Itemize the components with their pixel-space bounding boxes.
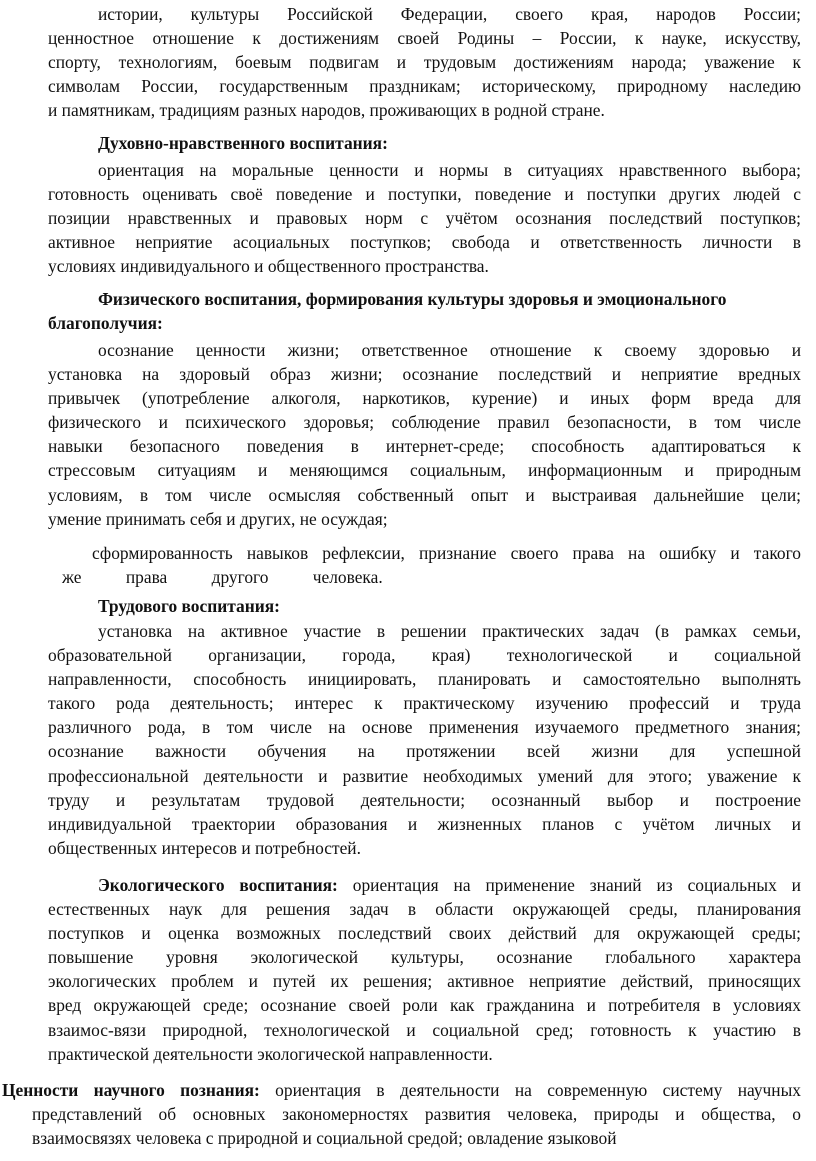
heading-physical-education xyxy=(48,287,816,335)
text-line: условиях индивидуального и общественного пространства. xyxy=(48,256,489,277)
section-heading: Физического воспитания, формирования культуры здоровья и эмоционального xyxy=(98,289,727,309)
text-line: истории, культуры Российской Федерации, своего края, народов России; xyxy=(98,4,801,24)
text-line: ценностное отношение к достижениям своей Родины – России, к науке, искусству, xyxy=(48,28,801,49)
text-line: же права другого человека. xyxy=(62,567,383,588)
paragraph-ecological-education xyxy=(48,873,801,1066)
text-line: умение принимать себя и других, не осуждая; xyxy=(48,508,388,529)
text-line: взаимосвязях человека с природной и социальной средой; овладение языковой xyxy=(32,1128,617,1149)
text-line: вред окружающей среде; осознание своей роли как гражданина и потребителя в условиях xyxy=(48,995,801,1016)
paragraph-scientific-knowledge xyxy=(2,1078,801,1150)
text-line: осознание важности обучения на протяжении всей жизни для успешной xyxy=(48,741,801,762)
text-line: стрессовым ситуациям и меняющимся социальным, информационным и природным xyxy=(48,460,801,481)
text-line: различного рода, в том числе на основе применения изучаемого предметного знания; xyxy=(48,717,801,738)
text-line: ориентация на моральные ценности и нормы в ситуациях нравственного выбора; xyxy=(98,160,801,180)
text-line: установка на активное участие в решении практических задач (в рамках семьи, xyxy=(98,621,801,641)
text-line: такого рода деятельность; интерес к практическому изучению профессий и труда xyxy=(48,693,801,714)
text-line: спорту, технологиям, боевым подвигам и трудовым достижениям народа; уважение к xyxy=(48,52,801,73)
section-heading: Ценности научного познания: xyxy=(2,1080,260,1100)
text-line: активное неприятие асоциальных поступков; свобода и ответственность личности в xyxy=(48,232,801,253)
text-line: профессиональной деятельности и развитие необходимых умений для этого; уважение к xyxy=(48,765,801,786)
text-line: направленности, способность инициировать, планировать и самостоятельно выполнять xyxy=(48,669,801,690)
text-line: экологических проблем и путей их решения; активное неприятие действий, приносящих xyxy=(48,971,801,992)
text-line: образовательной организации, города, края) технологической и социальной xyxy=(48,645,801,666)
text-run: ориентация в деятельности на современную систему научных xyxy=(259,1080,801,1100)
text-line: символам России, государственным праздникам; историческому, природному наследию xyxy=(48,76,801,97)
paragraph-civic-continuation xyxy=(48,2,801,122)
section-heading: Экологического воспитания: xyxy=(98,875,338,895)
text-line: общественных интересов и потребностей. xyxy=(48,837,361,858)
text-line: осознание ценности жизни; ответственное отношение к своему здоровью и xyxy=(98,340,801,360)
text-line: взаимос-вязи природной, технологической и социальной сред; готовность к участию в xyxy=(48,1019,801,1040)
paragraph-labor-education xyxy=(48,619,801,860)
text-line: сформированность навыков рефлексии, признание своего права на ошибку и такого xyxy=(92,543,801,563)
heading-moral-education xyxy=(48,131,801,155)
section-heading: Трудового воспитания: xyxy=(98,596,280,616)
text-line: индивидуальной траектории образования и жизненных планов с учётом личных и xyxy=(48,813,801,834)
text-line: повышение уровня экологической культуры, осознание глобального характера xyxy=(48,947,801,968)
text-line: естественных наук для решения задач в области окружающей среды, планирования xyxy=(48,899,801,920)
text-line: готовность оценивать своё поведение и поступки, поведение и поступки других людей с xyxy=(48,184,801,205)
text-line: физического и психического здоровья; соблюдение правил безопасности, в том числе xyxy=(48,412,801,433)
section-heading-continued: благополучия: xyxy=(48,313,163,334)
paragraph-reflexion xyxy=(48,541,801,589)
text-line: позиции нравственных и правовых норм с учётом осознания последствий поступков; xyxy=(48,208,801,229)
paragraph-moral-education xyxy=(48,158,801,278)
text-line: практической деятельности экологической направленности. xyxy=(48,1043,493,1064)
text-line: навыки безопасного поведения в интернет-среде; способность адаптироваться к xyxy=(48,436,801,457)
text-line: труду и результатам трудовой деятельности; осознанный выбор и построение xyxy=(48,789,801,810)
section-heading: Духовно-нравственного воспитания: xyxy=(98,133,388,153)
text-line: установка на здоровый образ жизни; осознание последствий и неприятие вредных xyxy=(48,364,801,385)
text-line: привычек (употребление алкоголя, наркотиков, курение) и иных форм вреда для xyxy=(48,388,801,409)
text-line: условиям, в том числе осмысляя собственный опыт и выстраивая дальнейшие цели; xyxy=(48,484,801,505)
heading-labor-education xyxy=(48,594,801,618)
text-run: ориентация на применение знаний из социальных и xyxy=(337,875,801,895)
paragraph-physical-education xyxy=(48,338,801,531)
text-line: представлений об основных закономерностях развития человека, природы и общества, о xyxy=(32,1104,801,1125)
text-line: и памятникам, традициям разных народов, проживающих в родной стране. xyxy=(48,100,605,121)
text-line: поступков и оценка возможных последствий своих действий для окружающей среды; xyxy=(48,923,801,944)
